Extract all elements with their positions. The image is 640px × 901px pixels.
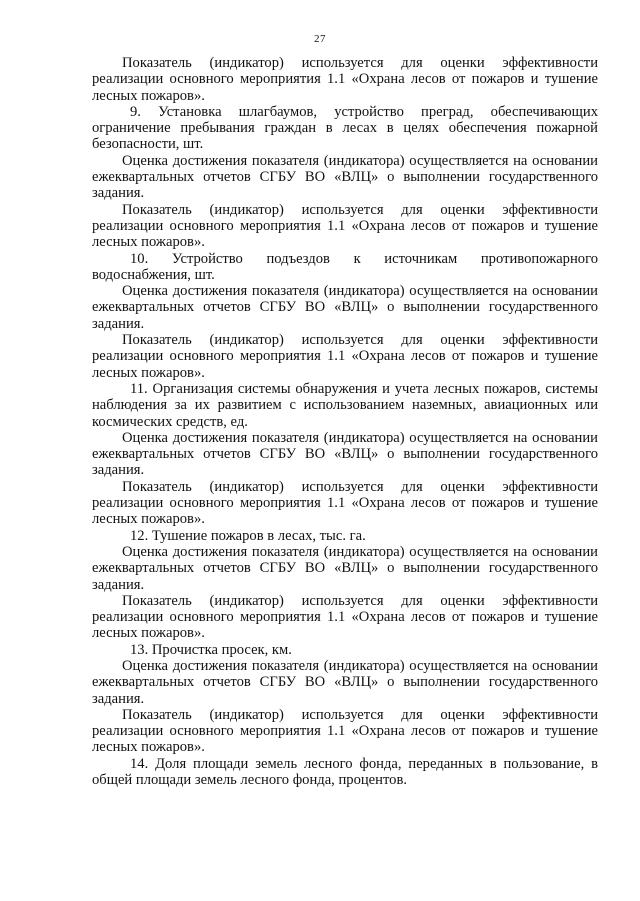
paragraph-indicator-usage: Показатель (индикатор) используется для оценки эффективности реализации основного мероприятия 1.1 «Охрана лесов от пожаров и тушение лесных пожаров». bbox=[92, 478, 598, 528]
page-number: 27 bbox=[314, 33, 326, 45]
paragraph-assessment: Оценка достижения показателя (индикатора) осуществляется на основании ежеквартальных отчетов СГБУ ВО «ВЛЦ» о выполнении государственного задания. bbox=[92, 152, 598, 202]
paragraph-indicator-usage: Показатель (индикатор) используется для оценки эффективности реализации основного мероприятия 1.1 «Охрана лесов от пожаров и тушение лесных пожаров». bbox=[92, 332, 598, 381]
paragraph-item-12: 12. Тушение пожаров в лесах, тыс. га. bbox=[130, 527, 366, 544]
paragraph-item-14: 14. Доля площади земель лесного фонда, переданных в пользование, в общей площади земель лесного фонда, процентов. bbox=[92, 755, 598, 789]
paragraph-item-13: 13. Прочистка просек, км. bbox=[130, 641, 292, 658]
paragraph-item-11: 11. Организация системы обнаружения и учета лесных пожаров, системы наблюдения за их развитием с использованием наземных, авиационных или космических средств, ед. bbox=[92, 380, 598, 430]
paragraph-indicator-usage: Показатель (индикатор) используется для оценки эффективности реализации основного мероприятия 1.1 «Охрана лесов от пожаров и тушение лесных пожаров». bbox=[92, 592, 598, 642]
paragraph-item-10: 10. Устройство подъездов к источникам противопожарного водоснабжения, шт. bbox=[92, 250, 598, 283]
paragraph-assessment: Оценка достижения показателя (индикатора) осуществляется на основании ежеквартальных отчетов СГБУ ВО «ВЛЦ» о выполнении государственного задания. bbox=[92, 283, 598, 332]
document-body bbox=[92, 55, 598, 788]
paragraph-indicator-usage: Показатель (индикатор) используется для оценки эффективности реализации основного мероприятия 1.1 «Охрана лесов от пожаров и тушение лесных пожаров». bbox=[92, 55, 598, 104]
paragraph-assessment: Оценка достижения показателя (индикатора) осуществляется на основании ежеквартальных отчетов СГБУ ВО «ВЛЦ» о выполнении государственного задания. bbox=[92, 657, 598, 707]
paragraph-indicator-usage: Показатель (индикатор) используется для оценки эффективности реализации основного мероприятия 1.1 «Охрана лесов от пожаров и тушение лесных пожаров». bbox=[92, 706, 598, 756]
paragraph-item-9: 9. Установка шлагбаумов, устройство преград, обеспечивающих ограничение пребывания граждан в лесах в целях обеспечения пожарной безопасности, шт. bbox=[92, 103, 598, 153]
paragraph-assessment: Оценка достижения показателя (индикатора) осуществляется на основании ежеквартальных отчетов СГБУ ВО «ВЛЦ» о выполнении государственного задания. bbox=[92, 429, 598, 479]
paragraph-assessment: Оценка достижения показателя (индикатора) осуществляется на основании ежеквартальных отчетов СГБУ ВО «ВЛЦ» о выполнении государственного задания. bbox=[92, 543, 598, 593]
paragraph-indicator-usage: Показатель (индикатор) используется для оценки эффективности реализации основного мероприятия 1.1 «Охрана лесов от пожаров и тушение лесных пожаров». bbox=[92, 201, 598, 251]
